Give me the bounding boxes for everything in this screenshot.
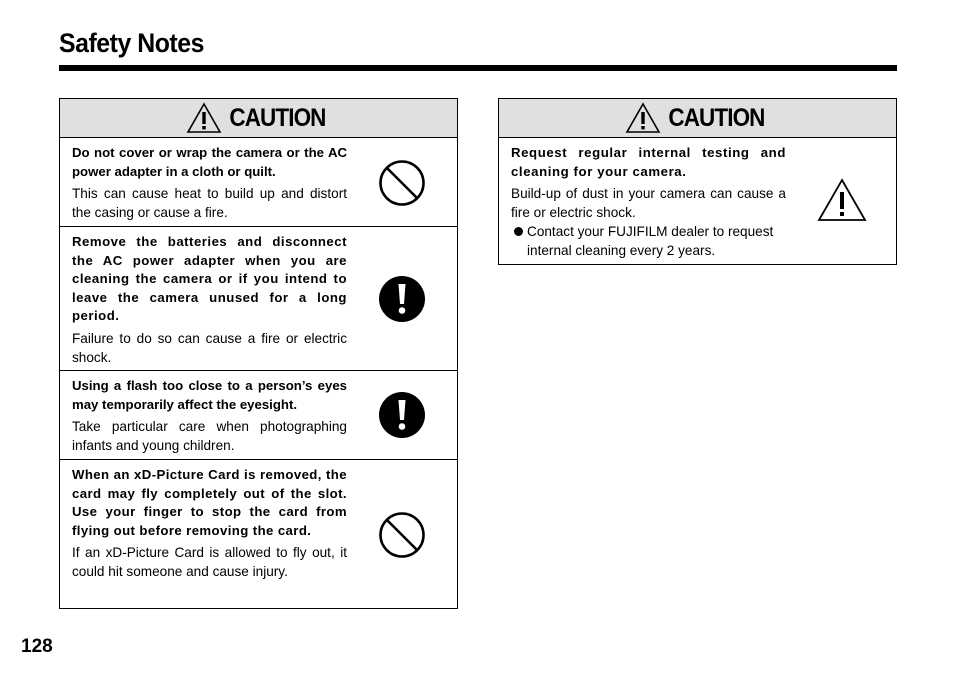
caution-header	[499, 99, 896, 138]
prohibited-icon	[378, 159, 426, 207]
caution-header	[60, 99, 457, 138]
caution-section-batteries	[60, 227, 457, 371]
mandatory-action-icon	[378, 391, 426, 439]
section-heading: Request regular internal testing and cleaning for your camera.	[511, 145, 786, 179]
section-body: If an xD-Picture Card is allowed to fly out, it could hit someone and cause injury.	[72, 545, 347, 579]
bullet-text: Contact your FUJIFILM dealer to request internal cleaning every 2 years.	[527, 224, 774, 258]
prohibited-icon	[378, 511, 426, 559]
caution-section-xd-card	[60, 460, 457, 609]
page-number: 128	[21, 636, 53, 657]
section-heading: Remove the batteries and disconnect the AC power adapter when you are cleaning the camera or if you intend to leave the camera unused for a long period.	[72, 234, 347, 323]
title-rule	[59, 65, 897, 71]
page-title: Safety Notes	[59, 28, 204, 58]
section-body: This can cause heat to build up and distort the casing or cause a fire.	[72, 186, 347, 220]
section-body: Failure to do so can cause a fire or electric shock.	[72, 330, 347, 365]
section-heading: Do not cover or wrap the camera or the AC power adapter in a cloth or quilt.	[72, 145, 347, 179]
caution-label: CAUTION	[668, 103, 765, 132]
warning-triangle-icon	[186, 102, 222, 134]
warning-triangle-icon	[625, 102, 661, 134]
bullet-item	[511, 222, 786, 260]
caution-section-flash	[60, 371, 457, 460]
mandatory-action-icon	[378, 275, 426, 323]
caution-section-cover	[60, 138, 457, 227]
caution-section-cleaning	[499, 138, 896, 264]
caution-box-left	[59, 98, 458, 609]
caution-label: CAUTION	[229, 103, 326, 132]
section-heading: When an xD-Picture Card is removed, the card may fly completely out of the slot. Use your finger to stop the card from flying out before removing the card.	[72, 467, 347, 538]
bullet-dot-icon	[514, 227, 523, 236]
section-heading: Using a flash too close to a person’s eyes may temporarily affect the eyesight.	[72, 378, 347, 412]
warning-triangle-icon	[817, 178, 867, 222]
section-body: Take particular care when photographing infants and young children.	[72, 419, 347, 453]
caution-box-right	[498, 98, 897, 265]
section-body: Build-up of dust in your camera can cause a fire or electric shock.	[511, 186, 786, 220]
